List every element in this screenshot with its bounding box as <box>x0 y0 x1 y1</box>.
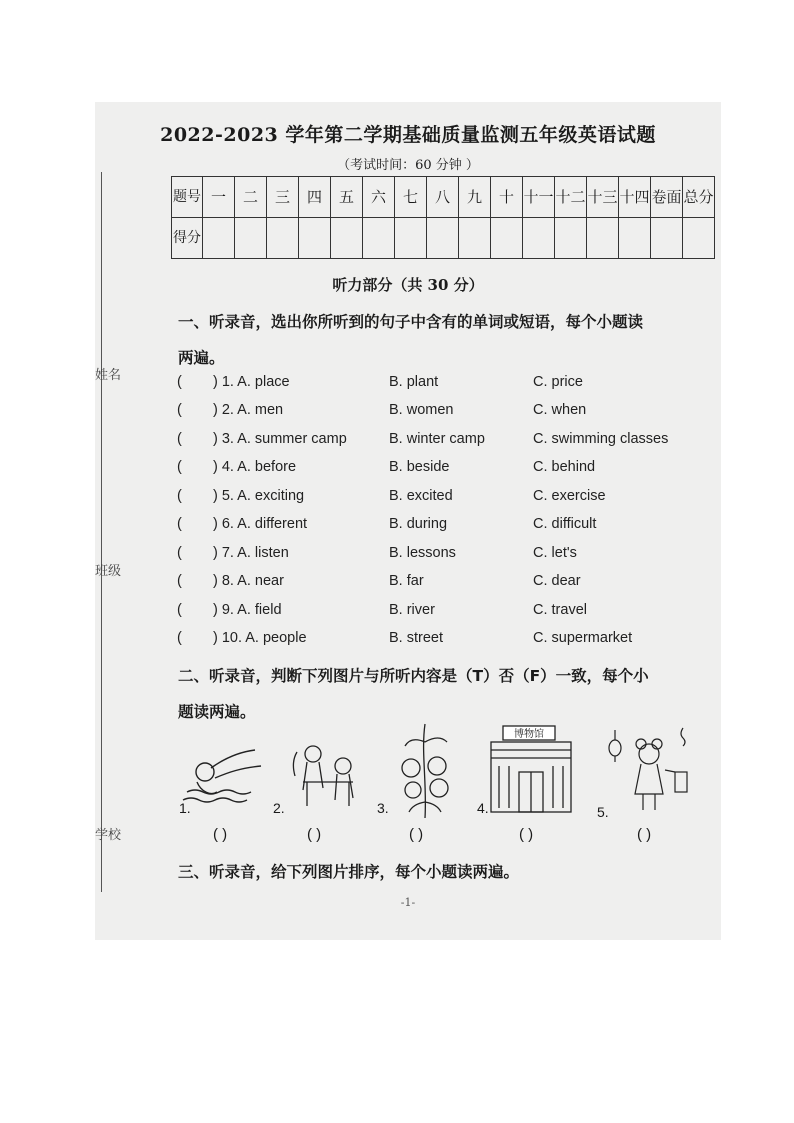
score-cell: 九 <box>459 177 491 218</box>
choice-item <box>177 630 717 652</box>
choice-a: ) 1. A. place <box>213 374 290 390</box>
exam-title: 2022-2023 学年第二学期基础质量监测五年级英语试题 <box>160 124 656 146</box>
score-cell: 十三 <box>587 177 619 218</box>
answer-paren[interactable]: ( <box>177 602 182 618</box>
choice-c: C. difficult <box>533 516 597 532</box>
choice-b: B. plant <box>389 374 439 390</box>
score-input-cell[interactable] <box>491 218 523 259</box>
score-table-score-row <box>172 218 715 259</box>
answer-paren[interactable]: ( <box>177 374 182 390</box>
tomato-plant-icon <box>377 722 467 822</box>
listening-section-title: 听力部分（共 30 分） <box>332 276 484 294</box>
choice-b: B. street <box>389 630 443 646</box>
score-row-label: 得分 <box>172 218 203 259</box>
score-input-cell[interactable] <box>331 218 363 259</box>
answer-paren[interactable]: ( <box>177 516 182 532</box>
answer-paren[interactable]: ( <box>177 459 182 475</box>
picture-number: 4. <box>477 800 489 816</box>
girl-lantern-icon <box>595 722 705 822</box>
score-cell: 二 <box>235 177 267 218</box>
score-input-cell[interactable] <box>299 218 331 259</box>
picture-lanterns <box>595 722 705 822</box>
score-table <box>171 176 715 259</box>
choice-b: B. river <box>389 602 435 618</box>
choice-item <box>177 459 717 481</box>
margin-label-school: 学校 <box>95 828 122 843</box>
choice-a: ) 5. A. exciting <box>213 488 305 504</box>
score-input-cell[interactable] <box>555 218 587 259</box>
choice-b: B. winter camp <box>389 431 485 447</box>
exam-page <box>95 102 721 940</box>
picture-swimming <box>177 722 267 822</box>
score-input-cell[interactable] <box>619 218 651 259</box>
question-2-title-line1: 二、听录音，判断下列图片与所听内容是（T）否（F）一致，每个小 <box>178 667 649 685</box>
score-cell: 四 <box>299 177 331 218</box>
question-1-title-line2: 两遍。 <box>178 349 225 367</box>
score-input-cell[interactable] <box>203 218 235 259</box>
question-1-title-line1: 一、听录音，选出你所听到的句子中含有的单词或短语，每个小题读 <box>178 313 644 331</box>
picture-number: 1. <box>179 800 191 816</box>
answer-paren[interactable]: ( <box>177 573 182 589</box>
choice-a: ) 4. A. before <box>213 459 297 475</box>
answer-paren[interactable]: ( <box>177 402 182 418</box>
choice-b: B. far <box>389 573 424 589</box>
choice-a: ) 7. A. listen <box>213 545 289 561</box>
score-input-cell[interactable] <box>651 218 683 259</box>
choice-b: B. lessons <box>389 545 456 561</box>
score-input-cell[interactable] <box>459 218 491 259</box>
picture-row <box>177 722 717 852</box>
picture-museum <box>477 722 587 822</box>
choice-item <box>177 402 717 424</box>
page-number: -1- <box>400 896 416 909</box>
choice-a: ) 8. A. near <box>213 573 284 589</box>
answer-paren[interactable]: ( <box>177 630 182 646</box>
picture-number: 3. <box>377 800 389 816</box>
choice-b: B. beside <box>389 459 450 475</box>
answer-paren[interactable]: ( ) <box>637 826 652 843</box>
choice-c: C. swimming classes <box>533 431 669 447</box>
picture-number: 5. <box>597 804 609 820</box>
answer-paren[interactable]: ( <box>177 488 182 504</box>
answer-paren[interactable]: ( ) <box>307 826 322 843</box>
question-2-title-line2: 题读两遍。 <box>178 703 256 721</box>
choice-item <box>177 545 717 567</box>
score-cell: 三 <box>267 177 299 218</box>
choice-item <box>177 431 717 453</box>
choice-item <box>177 516 717 538</box>
picture-tomato-plant <box>377 722 467 822</box>
choice-b: B. during <box>389 516 448 532</box>
score-cell: 十 <box>491 177 523 218</box>
score-cell: 十一 <box>523 177 555 218</box>
score-cell: 七 <box>395 177 427 218</box>
museum-building-icon <box>477 722 587 822</box>
margin-label-class: 班级 <box>95 564 122 579</box>
answer-paren[interactable]: ( <box>177 545 182 561</box>
choice-c: C. supermarket <box>533 630 633 646</box>
choice-item <box>177 573 717 595</box>
question-2-title <box>178 664 649 722</box>
score-cell: 卷面 <box>651 177 683 218</box>
score-cell: 六 <box>363 177 395 218</box>
answer-paren[interactable]: ( ) <box>519 826 534 843</box>
score-input-cell[interactable] <box>395 218 427 259</box>
choice-c: C. when <box>533 402 587 418</box>
choice-item <box>177 488 717 510</box>
choice-c: C. dear <box>533 573 581 589</box>
choice-item <box>177 602 717 624</box>
question-1-title <box>178 310 643 368</box>
choice-a: ) 10. A. people <box>213 630 307 646</box>
score-input-cell[interactable] <box>267 218 299 259</box>
choice-a: ) 2. A. men <box>213 402 284 418</box>
score-cell: 一 <box>203 177 235 218</box>
score-input-cell[interactable] <box>683 218 715 259</box>
question-3-title: 三、听录音，给下列图片排序，每个小题读两遍。 <box>178 863 520 881</box>
score-input-cell[interactable] <box>235 218 267 259</box>
score-cell: 八 <box>427 177 459 218</box>
choice-b: B. women <box>389 402 454 418</box>
score-input-cell[interactable] <box>363 218 395 259</box>
score-cell: 五 <box>331 177 363 218</box>
margin-label-name: 姓名 <box>95 368 122 383</box>
choice-a: ) 3. A. summer camp <box>213 431 347 447</box>
choice-c: C. price <box>533 374 583 390</box>
score-table-header-row <box>172 177 715 218</box>
museum-sign: 博物馆 <box>514 729 544 740</box>
choice-c: C. travel <box>533 602 587 618</box>
answer-paren[interactable]: ( ) <box>213 826 228 843</box>
score-cell: 总分 <box>683 177 715 218</box>
choice-c: C. let's <box>533 545 577 561</box>
score-input-cell[interactable] <box>523 218 555 259</box>
choice-a: ) 9. A. field <box>213 602 282 618</box>
score-cell: 题号 <box>172 177 203 218</box>
score-input-cell[interactable] <box>587 218 619 259</box>
children-at-table-icon <box>273 722 373 822</box>
answer-paren[interactable]: ( <box>177 431 182 447</box>
picture-children-table <box>273 722 373 822</box>
choice-c: C. behind <box>533 459 596 475</box>
score-cell: 十四 <box>619 177 651 218</box>
score-cell: 十二 <box>555 177 587 218</box>
answer-paren[interactable]: ( ) <box>409 826 424 843</box>
picture-number: 2. <box>273 800 285 816</box>
exam-duration: （考试时间：60 分钟 ） <box>337 158 479 173</box>
choice-c: C. exercise <box>533 488 606 504</box>
choice-b: B. excited <box>389 488 453 504</box>
score-input-cell[interactable] <box>427 218 459 259</box>
choice-a: ) 6. A. different <box>213 516 308 532</box>
choice-item <box>177 374 717 396</box>
